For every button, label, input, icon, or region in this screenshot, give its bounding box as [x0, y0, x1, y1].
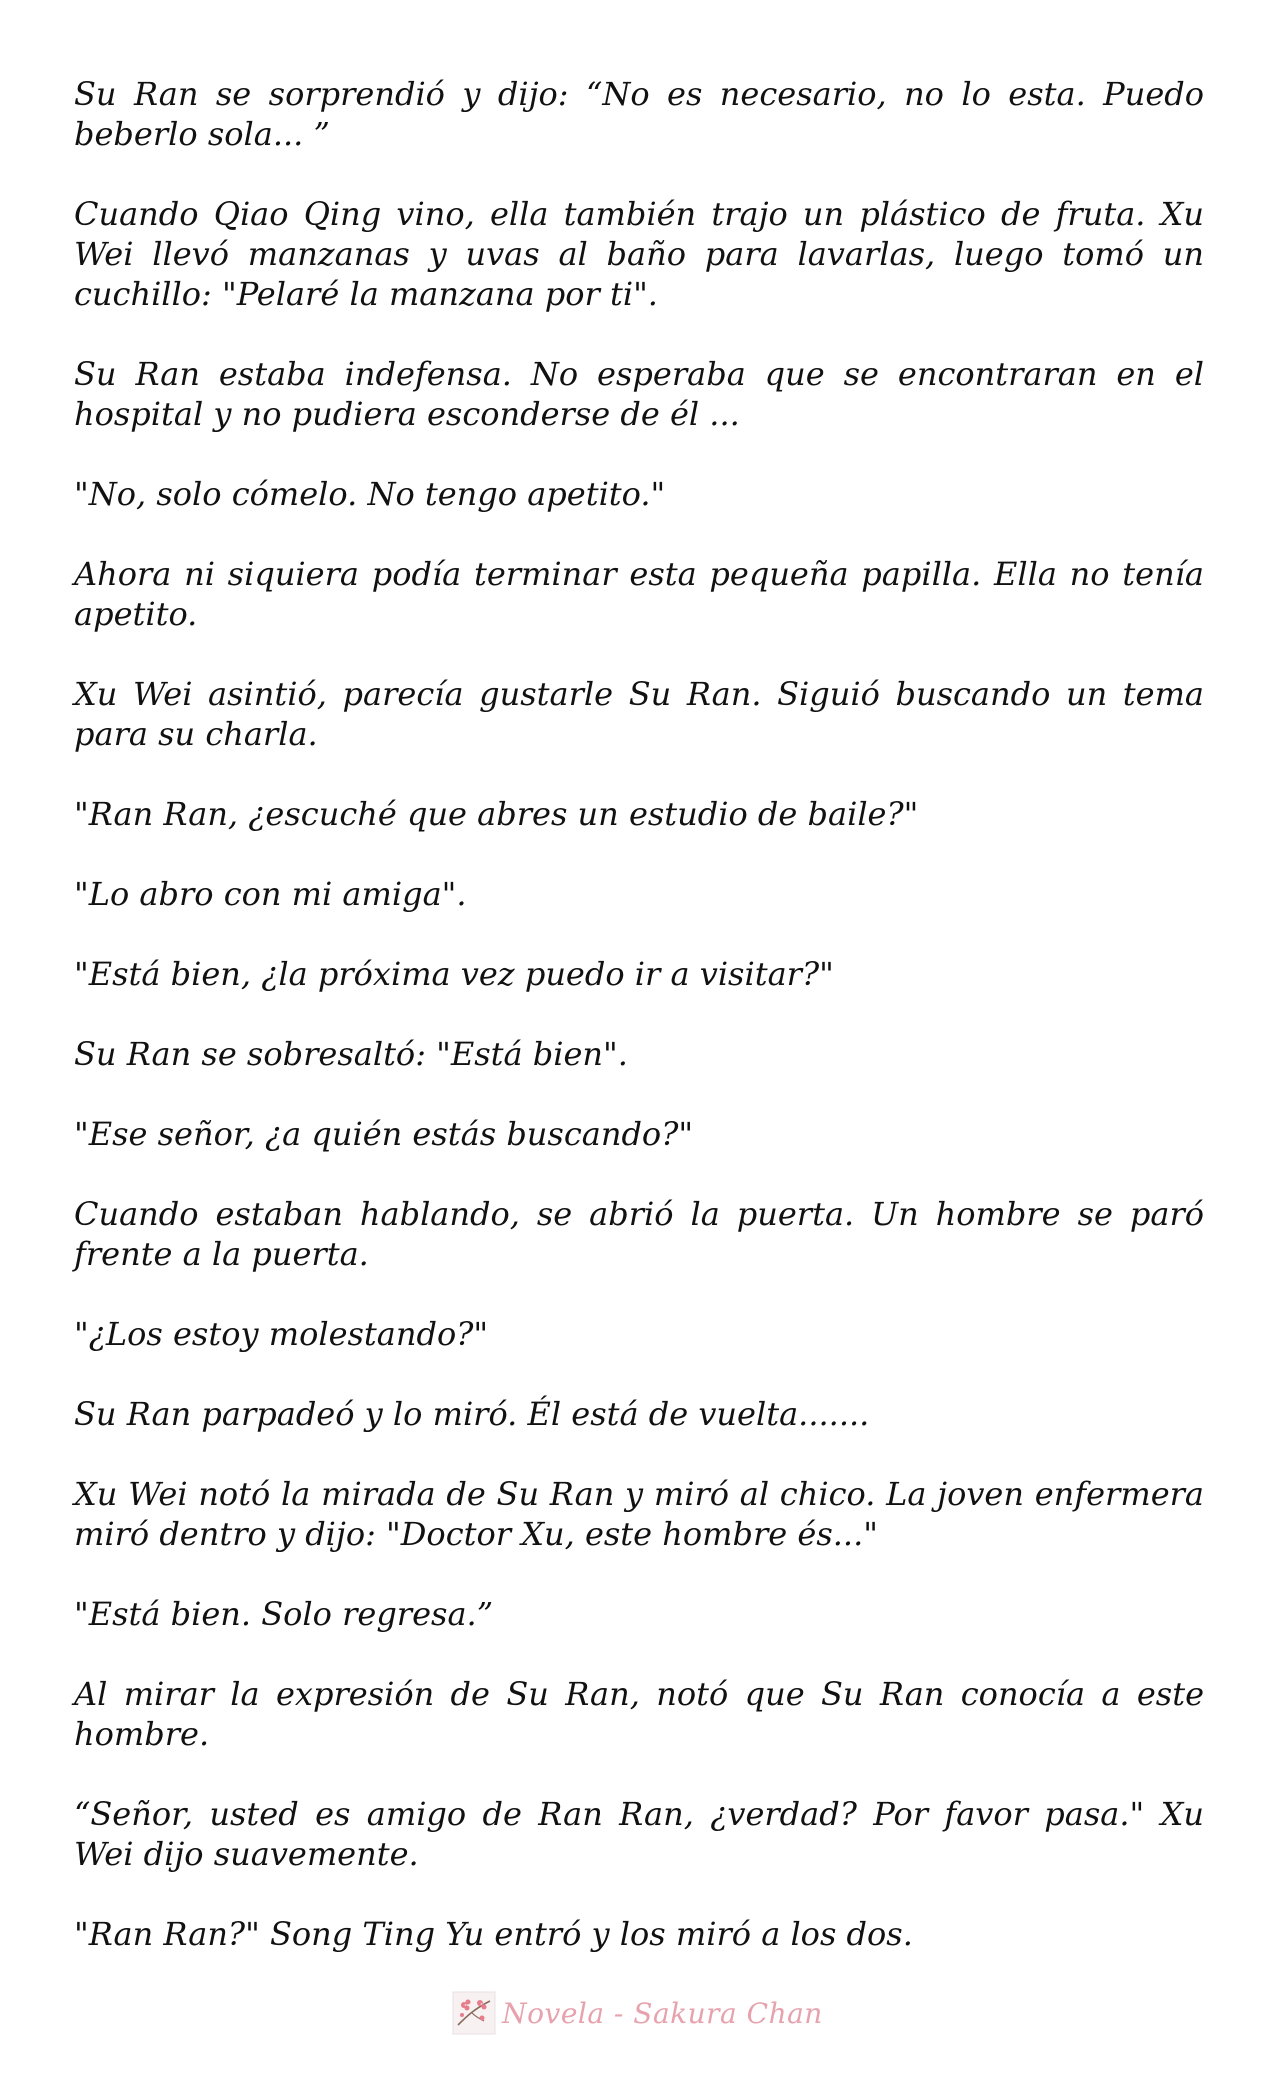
paragraph: Xu Wei asintió, parecía gustarle Su Ran. Siguió buscando un tema para su charla. — [74, 675, 1204, 753]
footer-watermark — [0, 1988, 1275, 2038]
paragraph: Ahora ni siquiera podía terminar esta pequeña papilla. Ella no tenía apetito. — [74, 555, 1204, 633]
paragraph: Su Ran se sorprendió y dijo: “No es necesario, no lo esta. Puedo beberlo sola... ” — [74, 75, 1204, 153]
paragraph: "Está bien, ¿la próxima vez puedo ir a visitar?" — [74, 955, 834, 993]
paragraph: "Ran Ran?" Song Ting Yu entró y los miró a los dos. — [74, 1915, 913, 1953]
paragraph: Al mirar la expresión de Su Ran, notó que Su Ran conocía a este hombre. — [74, 1675, 1204, 1753]
paragraph: "Lo abro con mi amiga". — [74, 875, 467, 913]
paragraph: Su Ran estaba indefensa. No esperaba que se encontraran en el hospital y no pudiera esconderse de él ... — [74, 355, 1204, 433]
paragraph: "Ran Ran, ¿escuché que abres un estudio de baile?" — [74, 795, 919, 833]
paragraph: Cuando Qiao Qing vino, ella también trajo un plástico de fruta. Xu Wei llevó manzanas y uvas al baño para lavarlas, luego tomó un cuchillo: "Pelaré la manzana por ti". — [74, 195, 1204, 313]
paragraph: Su Ran se sobresaltó: "Está bien". — [74, 1035, 628, 1073]
paragraph: "Ese señor, ¿a quién estás buscando?" — [74, 1115, 694, 1153]
paragraph: “Señor, usted es amigo de Ran Ran, ¿verdad? Por favor pasa." Xu Wei dijo suavemente. — [74, 1795, 1204, 1873]
document-body — [74, 74, 1204, 1994]
paragraph: Xu Wei notó la mirada de Su Ran y miró al chico. La joven enfermera miró dentro y dijo: "Doctor Xu, este hombre és..." — [74, 1475, 1204, 1553]
footer-text: Novela - Sakura Chan — [502, 1996, 823, 2030]
paragraph: Cuando estaban hablando, se abrió la puerta. Un hombre se paró frente a la puerta. — [74, 1195, 1204, 1273]
paragraph: Su Ran parpadeó y lo miró. Él está de vuelta....... — [74, 1395, 870, 1433]
paragraph: "No, solo cómelo. No tengo apetito." — [74, 475, 666, 513]
sakura-blossom-icon — [452, 1991, 496, 2035]
paragraph: "¿Los estoy molestando?" — [74, 1315, 489, 1353]
paragraph: "Está bien. Solo regresa.” — [74, 1595, 494, 1633]
